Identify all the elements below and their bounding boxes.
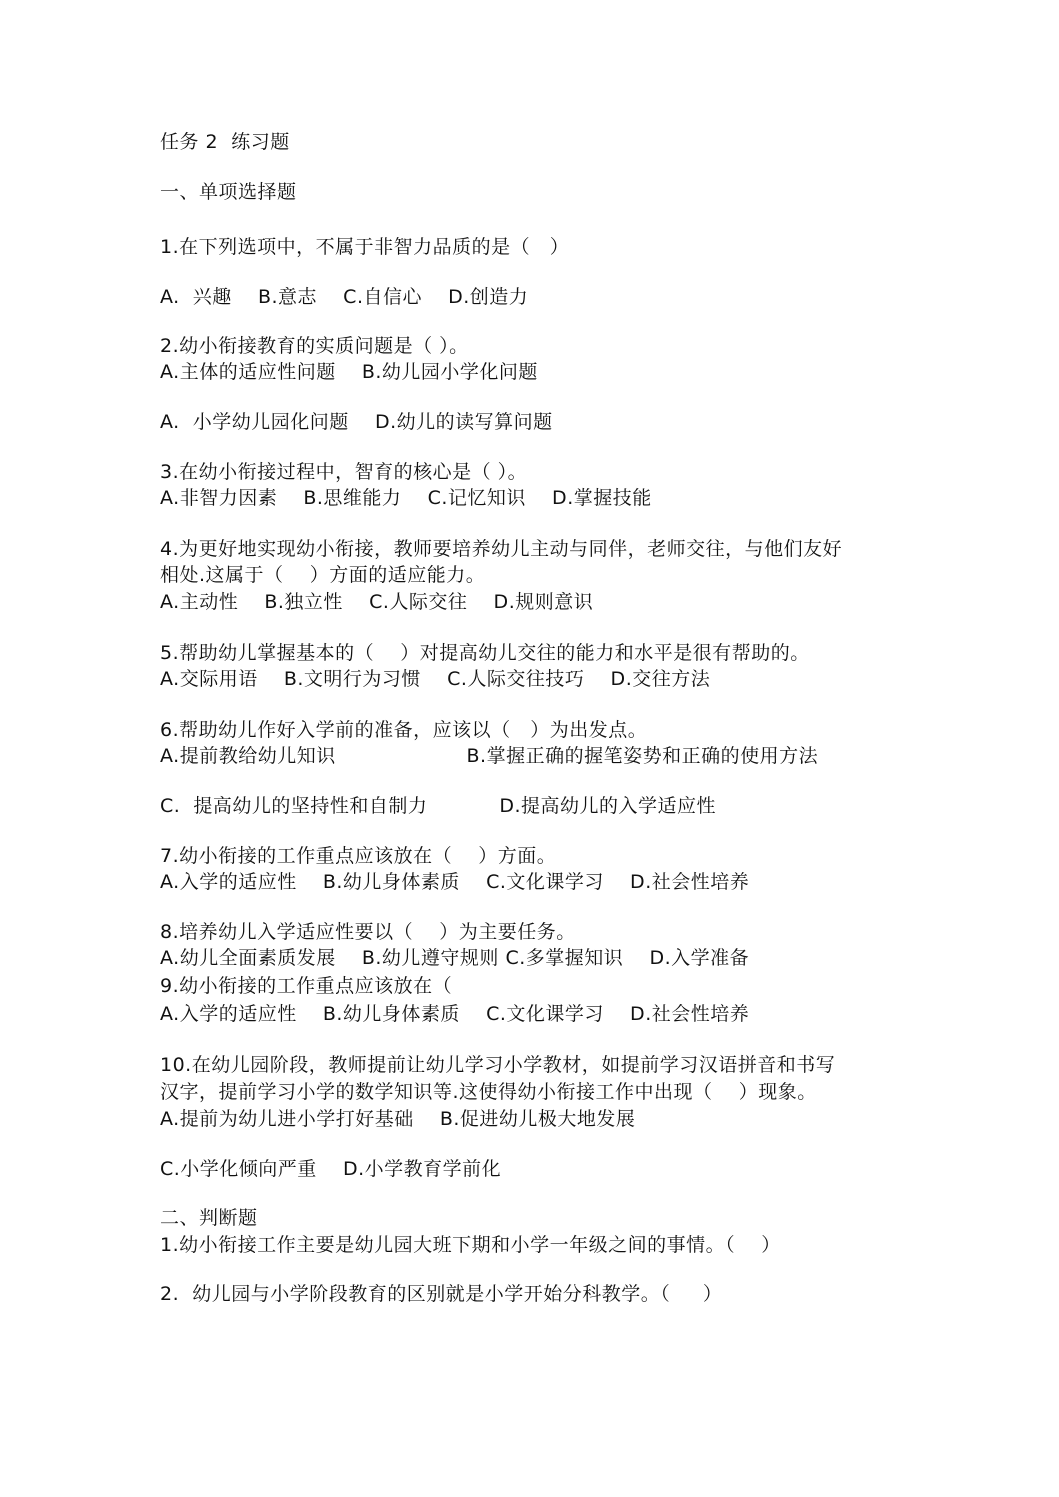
question-10-continued: 汉字，提前学习小学的数学知识等.这使得幼小衔接工作中出现（ ）现象。 <box>160 1081 817 1103</box>
question-3-options: A.非智力因素 B.思维能力 C.记忆知识 D.掌握技能 <box>160 487 652 509</box>
true-false-question-2: 2. 幼儿园与小学阶段教育的区别就是小学开始分科教学。（ ） <box>160 1283 723 1305</box>
question-7: 7.幼小衔接的工作重点应该放在（ ）方面。 <box>160 845 557 867</box>
question-6: 6.帮助幼儿作好入学前的准备，应该以（ ）为出发点。 <box>160 719 648 741</box>
question-4: 4.为更好地实现幼小衔接，教师要培养幼儿主动与同伴，老师交往，与他们友好 <box>160 538 843 560</box>
section-heading-true-false: 二、判断题 <box>160 1207 258 1229</box>
question-6-options-continued: C. 提高幼儿的坚持性和自制力 D.提高幼儿的入学适应性 <box>160 795 716 817</box>
question-4-continued: 相处.这属于（ ）方面的适应能力。 <box>160 564 486 586</box>
question-2-options: A.主体的适应性问题 B.幼儿园小学化问题 <box>160 361 538 383</box>
question-1: 1.在下列选项中，不属于非智力品质的是（ ） <box>160 236 570 258</box>
question-10-options: A.提前为幼儿进小学打好基础 B.促进幼儿极大地发展 <box>160 1108 636 1130</box>
question-10-options-continued: C.小学化倾向严重 D.小学教育学前化 <box>160 1158 502 1180</box>
question-2: 2.幼小衔接教育的实质问题是（ ）。 <box>160 335 469 357</box>
question-5: 5.帮助幼儿掌握基本的（ ）对提高幼儿交往的能力和水平是很有帮助的。 <box>160 642 810 664</box>
question-3: 3.在幼小衔接过程中，智育的核心是（ ）。 <box>160 461 528 483</box>
page-title: 任务 2 练习题 <box>160 131 290 153</box>
question-5-options: A.交际用语 B.文明行为习惯 C.人际交往技巧 D.交往方法 <box>160 668 711 690</box>
question-9: 9.幼小衔接的工作重点应该放在（ <box>160 975 453 997</box>
question-2-options-continued: A. 小学幼儿园化问题 D.幼儿的读写算问题 <box>160 411 553 433</box>
question-6-options: A.提前教给幼儿知识 B.掌握正确的握笔姿势和正确的使用方法 <box>160 745 819 767</box>
question-10: 10.在幼儿园阶段，教师提前让幼儿学习小学教材，如提前学习汉语拼音和书写 <box>160 1054 836 1076</box>
question-9-options: A.入学的适应性 B.幼儿身体素质 C.文化课学习 D.社会性培养 <box>160 1003 750 1025</box>
question-4-options: A.主动性 B.独立性 C.人际交往 D.规则意识 <box>160 591 594 613</box>
question-8: 8.培养幼儿入学适应性要以（ ）为主要任务。 <box>160 921 576 943</box>
question-8-options: A.幼儿全面素质发展 B.幼儿遵守规则 C.多掌握知识 D.入学准备 <box>160 947 750 969</box>
question-7-options: A.入学的适应性 B.幼儿身体素质 C.文化课学习 D.社会性培养 <box>160 871 750 893</box>
question-1-options: A. 兴趣 B.意志 C.自信心 D.创造力 <box>160 286 529 308</box>
section-heading-single-choice: 一、单项选择题 <box>160 181 297 203</box>
true-false-question-1: 1.幼小衔接工作主要是幼儿园大班下期和小学一年级之间的事情。（ ） <box>160 1234 781 1256</box>
